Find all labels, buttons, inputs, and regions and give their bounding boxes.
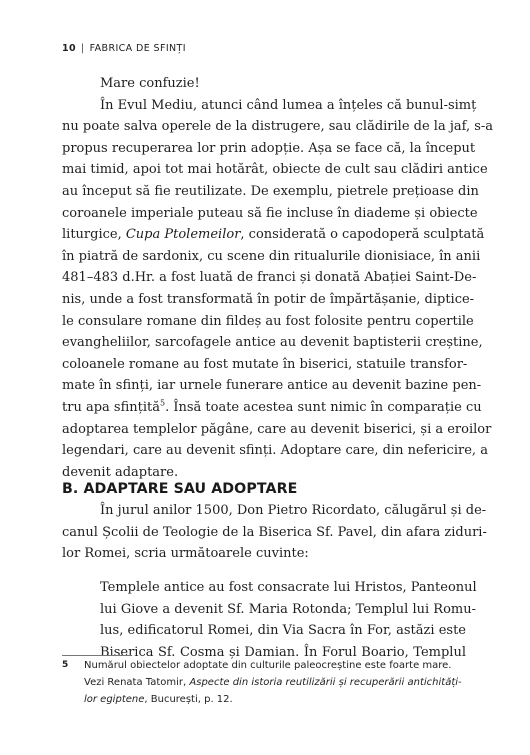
footnote-line: Numărul obiectelor adoptate din culturile paleocreștine este foarte mare. xyxy=(84,660,452,671)
footnote xyxy=(62,657,466,708)
footnote-line: lor egiptene, București, p. 12. xyxy=(84,694,233,705)
text-line: le consulare romane din fildeș au fost folosite pentru copertile xyxy=(62,313,474,329)
text-line: În Evul Mediu, atunci când lumea a înțeles că bunul-simț xyxy=(100,97,477,113)
text-line: În jurul anilor 1500, Don Pietro Ricordato, călugărul și de- xyxy=(100,503,487,518)
running-header xyxy=(62,43,186,54)
footnote-ref: 5 xyxy=(159,398,166,408)
book-title: FABRICA DE SFINȚI xyxy=(89,43,186,54)
text-line: liturgice, Cupa Ptolemeilor, considerată o capodoperă sculptată xyxy=(62,227,485,243)
text-line: mate în sfinți, iar urnele funerare antice au devenit bazine pen- xyxy=(62,378,482,394)
text-line: devenit adaptare. xyxy=(62,464,179,480)
footnote-number: 5 xyxy=(62,660,69,670)
text-line: 481–483 d.Hr. a fost luată de franci și donată Abației Saint-De- xyxy=(62,270,477,286)
text-line: în piatră de sardonix, cu scene din ritualurile dionisiace, în anii xyxy=(62,248,481,264)
block-quote xyxy=(100,577,477,663)
text-line: legendari, care au devenit sfinți. Adoptare care, din nefericire, a xyxy=(62,443,488,459)
section-heading: B. ADAPTARE SAU ADOPTARE xyxy=(62,481,298,497)
intro-line: Mare confuzie! xyxy=(100,76,200,91)
quote-line: Templele antice au fost consacrate lui Hristos, Panteonul xyxy=(100,580,477,595)
text-line: evangheliilor, sarcofagele antice au devenit baptisterii creștine, xyxy=(62,335,483,351)
header-separator: | xyxy=(81,43,85,54)
page-number: 10 xyxy=(62,43,77,54)
text-line: mai timid, apoi tot mai hotărât, obiecte de cult sau clădiri antice xyxy=(62,162,488,178)
text-line: lor Romei, scria următoarele cuvinte: xyxy=(62,546,309,562)
text-line: tru apa sfințită$^5$. Însă toate acestea sunt nimic în comparație cu xyxy=(62,398,482,415)
text-line: nis, unde a fost transformată în potir de împărtășanie, diptice- xyxy=(62,291,475,307)
quote-line: lus, edificatorul Romei, din Via Sacra în For, astăzi este xyxy=(100,623,466,639)
text-line: au început să fie reutilizate. De exemplu, pietrele prețioase din xyxy=(62,183,479,199)
text-line: coloanele romane au fost mutate în biserici, statuile transfor- xyxy=(62,356,468,372)
text-line: propus recuperarea lor prin adopție. Așa se face că, la început xyxy=(62,140,476,156)
text-line: adoptarea templelor păgâne, care au devenit biserici, și a eroilor xyxy=(62,421,492,437)
quote-line: lui Giove a devenit Sf. Maria Rotonda; Templul lui Romu- xyxy=(100,601,476,617)
text-line: canul Școlii de Teologie de la Biserica Sf. Pavel, din afara ziduri- xyxy=(62,524,487,540)
body-paragraph-2 xyxy=(62,500,487,565)
body-paragraph-1 xyxy=(62,73,494,483)
footnote-divider xyxy=(62,655,132,656)
quote-line: Biserica Sf. Cosma și Damian. În Forul Boario, Templul xyxy=(100,644,466,660)
italic-title: Cupa Ptolemeilor xyxy=(125,227,241,243)
footnote-line: Vezi Renata Tatomir, Aspecte din istoria reutilizării și recuperării antichități- xyxy=(84,677,462,688)
text-line: nu poate salva operele de la distrugere, sau clădirile de la jaf, s-a xyxy=(62,119,494,135)
text-line: coroanele imperiale puteau să fie incluse în diademe și obiecte xyxy=(62,205,478,221)
